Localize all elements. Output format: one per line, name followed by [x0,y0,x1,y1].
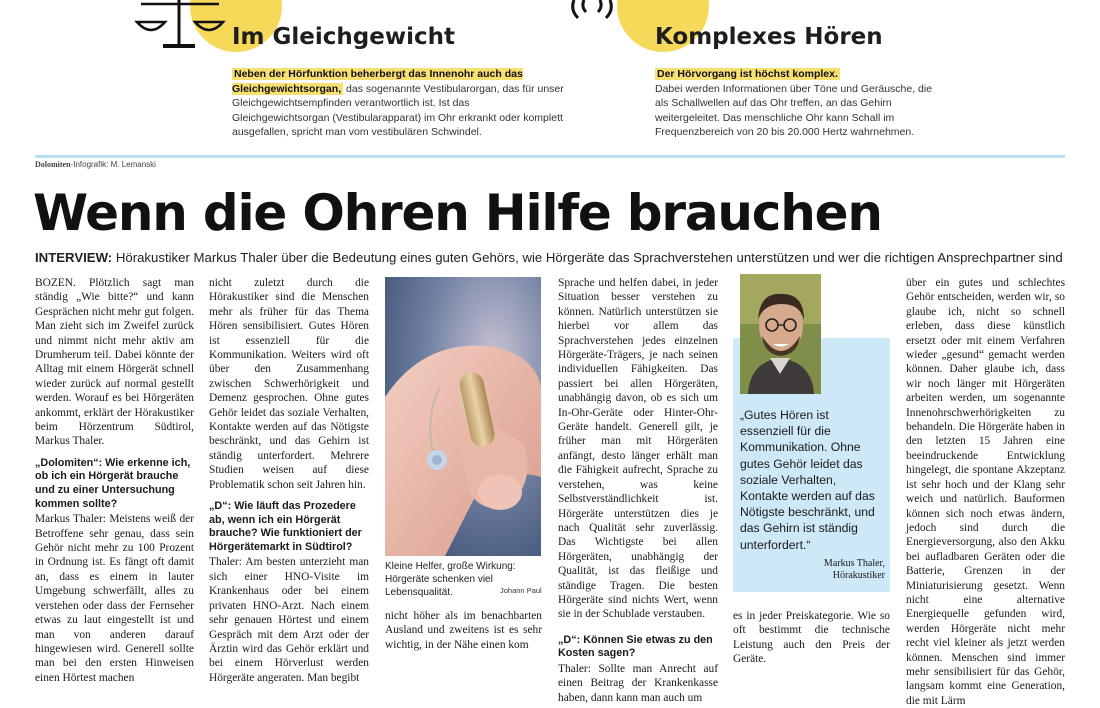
portrait-image [740,274,821,394]
section-divider [35,155,1065,158]
photo-caption: Kleine Helfer, große Wirkung: Hörgeräte schenken viel Lebensqualität. [385,561,516,598]
infobox-right-highlight: Der Hörvorgang ist höchst komplex. [657,68,838,80]
column-2-text: nicht zuletzt durch die Hörakustiker sind die Menschen mehr als früher für das Thema Hören sensibilisiert. Gutes Hören ist essenziell für die Kommunikation. Weiters wird oft über den Zusammenhang zwischen Schwerhörigkeit und Demenz gesprochen. Ohne gutes Gehör leidet das soziale Verhalten, Kontakte werden auf das Nötigste beschränkt, und das Gehirn ist ständig unterfordert. Mehrere Studien weisen auf diese Problematik schon seit Jahren hin. [209,277,369,491]
pull-quote-text: „Gutes Hören ist essenziell für die Kommunikation. Ohne gutes Gehör leidet das soziale Verhalten, Kontakte werden auf das Nötigste beschränkt, und das Gehirn ist ständig unterfordert.“ [740,408,875,552]
article-deck [35,250,1070,265]
scales-icon [133,0,228,52]
quote-author-name: Markus Thaler, [823,558,885,569]
infobox-left-body: das sogenannte Vestibularorgan, das für unser Gleichgewichtsempfinden verantwortlich ist. Ist das Gleichgewichtsorgan (Vestibularapparat) im Ohr erkrankt oder komplett ausgefallen, spricht man vom vestibulären Schwindel. [232,82,564,138]
infobox-right-title: Komplexes Hören [655,24,883,50]
interview-question-3: „D“: Können Sie etwas zu den Kosten sagen? [558,633,713,660]
interview-question-1: „Dolomiten“: Wie erkenne ich, ob ich ein Hörgerät brauche und zu einer Untersuchung kommen sollte? [35,456,191,510]
sound-waves-icon [566,0,618,24]
article-column-5-bottom [733,609,890,666]
credit-brand: Dolomiten [35,160,71,169]
deck-label: INTERVIEW: [35,250,113,265]
column-2-answer: Thaler: Am besten unterzieht man sich einer HNO-Visite im Krankenhaus oder bei einem privaten HNO-Arzt. Nach einem sehr genauen Hörtest und einem Gespräch mit dem Arzt oder der Ärztin wird das Gehör erklärt und bei einem Hörverlust werden Hörgeräte angeraten. Man begibt [209,556,369,684]
article-headline: Wenn die Ohren Hilfe brauchen [33,184,882,242]
column-4-answer: Thaler: Sollte man Anrecht auf einen Beitrag der Krankenkasse haben, dann kann man auch um [558,662,718,704]
pull-quote-author [740,558,885,582]
infobox-left-title: Im Gleichgewicht [232,24,455,50]
interview-question-2: „D“: Wie läuft das Prozedere ab, wenn ich ein Hörgerät brauche? Wie funktioniert der Hörgerätemarkt in Südtirol? [209,500,362,553]
infobox-right-text [655,67,940,140]
deck-text: Hörakustiker Markus Thaler über die Bedeutung eines guten Gehörs, wie Hörgeräte das Sprachverstehen unterstützen und wer die richtigen Ansprechpartner sind [112,250,1063,265]
infographic-credit [35,160,156,169]
quote-author-role: Hörakustiker [832,570,885,581]
column-5-text: es in jeder Preiskategorie. Wie so oft bestimmt die technische Leistung auch den Preis der Geräte. [733,610,890,666]
column-3-text: nicht höher als im benachbarten Ausland und zweitens ist es sehr wichtig, in der Nähe einen kom [385,610,542,651]
article-column-3-bottom [385,609,542,651]
infobox-right-body: Dabei werden Informationen über Töne und Geräusche, die als Schallwellen auf das Ohr treffen, an das Gehirn weitergeleitet. Das menschliche Ohr kann Schall im Frequenzbereich von 20 bis 20.000 Hertz wahrnehmen. [655,82,933,138]
infobox-left-highlight: Neben der Hörfunktion beherbergt das Innenohr auch das Gleichgewichtsorgan, [232,68,523,95]
article-column-4 [558,276,718,704]
column-1-answer: Markus Thaler: Meistens weiß der Betroffene sehr genau, dass sein Gehör nicht mehr zu 100 Prozent in Ordnung ist. Es fängt oft damit an, dass es einem in lauter Umgebung schwerfällt, alles zu verstehen oder dass der Fernseher etwas zu laut eingestellt ist und man von anderen darauf hingewiesen wird. Generell sollte man bei den ersten Hinweisen einen Hörtest machen [35,513,194,684]
column-4-text: Sprache und helfen dabei, in jeder Situation besser verstehen zu können. Natürlich unterstützen sie hierbei vor allem das Sprachverstehen jedes einzelnen Hörgeräte-Trägers, je nach seinen individuellen Fähigkeiten. Das passiert bei allen Hörgeräten, unabhängig davon, ob es sich um In-Ohr-Geräte oder Hinter-Ohr-Geräte handelt. Generell gilt, je früher man mit Hörgeräten anfängt, desto länger erhält man die Fähigkeit aufrecht, Sprache zu verstehen, was keine Selbstverständlichkeit ist. Hörgeräte unterstützen dies je nach Qualität sehr zuverlässig. Das Wichtigste bei allen Hörgeräten, unabhängig der Qualität, ist das fleißige und ständige Tragen. Die besten Hörgeräte sind nichts Wert, wenn sie in der Schublade verstauben. [558,277,718,621]
hearing-aid-photo [385,277,541,556]
article-column-2 [209,276,369,684]
article-column-1 [35,276,194,684]
column-1-intro: BOZEN. Plötzlich sagt man ständig „Wie bitte?“ und kann Gesprächen nicht mehr gut folgen. Man zieht sich im Zweifel zurück und nimmt nicht mehr aktiv am Drumherum teil. Dabei könnte der Alltag mit einem Hörgerät schnell wieder zurück auf normal gestellt werden. Worauf es bei Hörgeräten ankommt, erklärt der Hörakustiker beim Hörzentrum Südtirol, Markus Thaler. [35,277,194,448]
column-6-text: über ein gutes und schlechtes Gehör entscheiden, werden wir, so glaube ich, nicht so schnell erleben, dass diese künstlich ersetzt oder mit einem Verfahren wieder „gesund“ gemacht werden können. Daher glaube ich, dass wir noch länger mit Hörgeräten arbeiten werden, um sogenannte Innenohrschwerhörigkeiten zu behandeln. Die Hörgeräte haben in den letzten 15 Jahren eine beeindruckende Entwicklung hingelegt, die spontane Akzeptanz ist sehr hoch und der Klang sehr weich und natürlich. Bauformen können sich noch etwas ändern, jedoch sind durch die Energieversorgung, also den Akku bei aufladbaren Geräten oder die Batterie, Grenzen in der Miniaturisierung gesetzt. Wenn nicht eine alternative Energiequelle gefunden wird, werden Hörgeräte nicht mehr recht viel kleiner als jetzt werden können. Menschen sind immer mehr sensibilisiert für das Gehör, langsam kommt eine Generation, die mit Lärm [906,277,1065,707]
article-column-6 [906,276,1065,707]
infobox-left-text [232,67,567,140]
photo-credit: Johann Paul [500,586,542,595]
hearing-aid-image [385,277,541,556]
author-portrait [740,274,821,394]
credit-text: -Infografik: M. Lemanski [70,160,156,169]
